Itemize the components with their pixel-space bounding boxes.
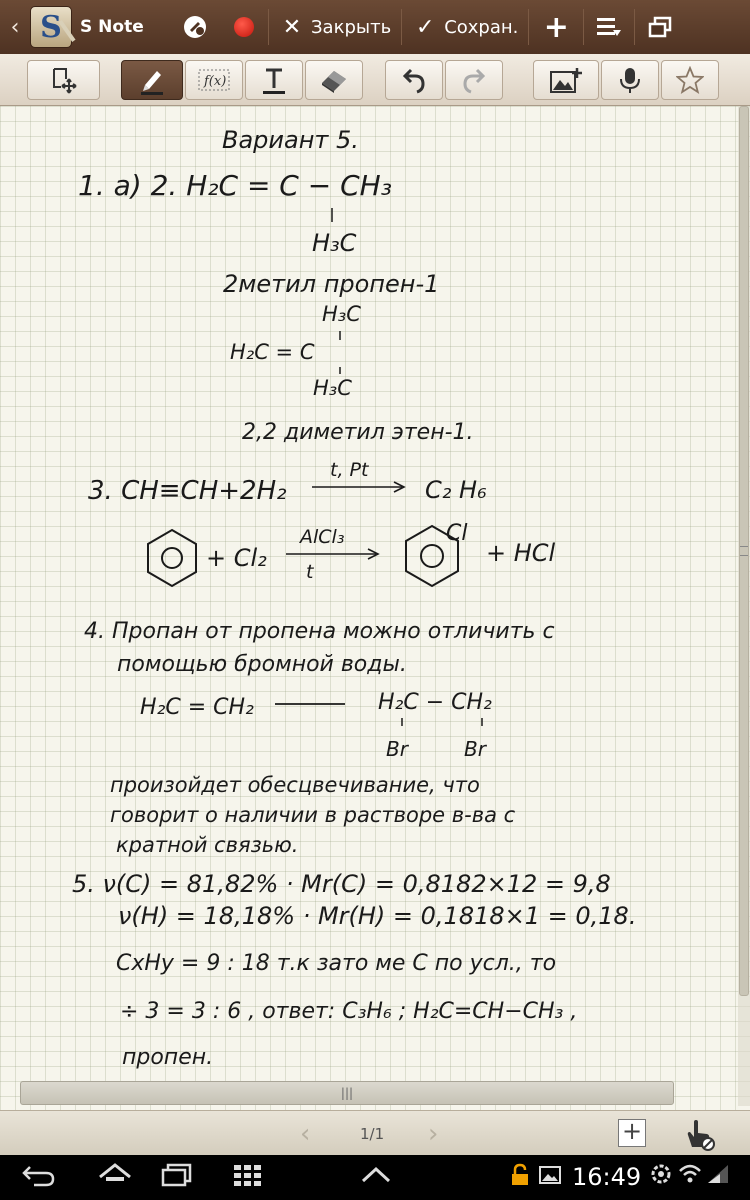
pen-settings-button[interactable]	[170, 0, 220, 54]
note-line: CxHy = 9 : 18 т.к зато ме C по усл., то	[116, 951, 557, 976]
note-line: помощью бромной воды.	[117, 652, 407, 677]
close-icon: ✕	[282, 14, 302, 40]
app-grid-button[interactable]	[232, 1163, 262, 1193]
formula-icon	[197, 67, 231, 93]
note-line: 2метил пропен-1	[223, 270, 440, 298]
save-button[interactable]	[402, 0, 528, 54]
note-line: произойдет обесцвечивание, что	[110, 773, 480, 797]
note-line: 4. Пропан от пропена можно отличить с	[84, 619, 555, 644]
note-line: 3. CH≡CH+2H₂	[88, 476, 287, 506]
app-name: S Note	[80, 17, 144, 37]
note-line: H₃C	[313, 376, 352, 400]
hand-pen-toggle[interactable]	[682, 1117, 716, 1155]
note-line: говорит о наличии в растворе в-ва с	[110, 803, 516, 827]
eraser-tool-button[interactable]	[305, 60, 363, 100]
voice-memo-button[interactable]	[601, 60, 659, 100]
record-icon	[234, 17, 254, 37]
app-logo-letter: S	[40, 9, 62, 45]
menu-button[interactable]	[584, 0, 634, 54]
back-icon[interactable]: ‹	[10, 14, 20, 40]
hand-icon	[682, 1117, 716, 1151]
note-line: t	[306, 561, 314, 583]
wifi-icon	[678, 1163, 702, 1191]
note-line: Вариант 5.	[222, 126, 359, 154]
note-line: H₂C = CH₂	[140, 695, 254, 720]
note-line: H₃C	[312, 229, 357, 257]
tool-bar	[0, 54, 750, 106]
plus-icon: +	[543, 9, 569, 45]
home-nav-button[interactable]	[98, 1163, 132, 1193]
quick-panel-button[interactable]	[360, 1163, 392, 1193]
note-line: AlCl₃	[300, 526, 345, 548]
select-move-icon	[49, 65, 79, 95]
back-nav-button[interactable]	[22, 1163, 56, 1193]
pen-tool-button[interactable]	[121, 60, 183, 100]
previous-page-button[interactable]: ‹	[300, 1119, 311, 1149]
grip-icon	[740, 546, 748, 556]
note-line: Cl	[446, 521, 468, 546]
note-line: ν(H) = 18,18% · Mr(H) = 0,1818×1 = 0,18.	[118, 902, 637, 930]
signal-icon	[706, 1163, 730, 1191]
note-line: + HCl	[486, 539, 556, 567]
text-tool-button[interactable]	[245, 60, 303, 100]
multi-window-icon	[647, 14, 673, 40]
add-page-icon-button[interactable]	[618, 1119, 646, 1147]
note-line: + Cl₂	[206, 544, 267, 572]
page-navigation	[0, 1110, 750, 1155]
system-bar	[0, 1155, 750, 1200]
microphone-icon	[619, 66, 641, 94]
note-line: t, Pt	[330, 459, 369, 481]
note-line: Br	[464, 737, 486, 761]
redo-icon	[461, 66, 487, 94]
add-page-button[interactable]	[529, 0, 583, 54]
plus-icon: +	[621, 1117, 643, 1145]
undo-icon	[401, 66, 427, 94]
text-icon	[261, 66, 287, 94]
insert-image-icon	[549, 66, 583, 94]
window-button[interactable]	[635, 0, 685, 54]
note-line: H₂C = C	[230, 340, 315, 364]
note-line: кратной связью.	[116, 833, 299, 857]
recent-apps-icon	[160, 1163, 194, 1187]
grid-icon	[232, 1163, 262, 1187]
menu-icon	[596, 14, 622, 40]
close-label: Закрыть	[311, 16, 392, 38]
vertical-scrollbar[interactable]	[738, 106, 750, 1106]
lock-icon	[510, 1163, 530, 1193]
horizontal-scrollbar[interactable]	[20, 1081, 674, 1105]
redo-button[interactable]	[445, 60, 503, 100]
eraser-icon	[318, 67, 350, 93]
note-line: H₂C − CH₂	[378, 690, 492, 715]
grip-icon: |||	[340, 1086, 354, 1100]
note-line: 1. а) 2. H₂C = C − CH₃	[78, 169, 392, 202]
image-notification-icon	[538, 1163, 562, 1193]
record-button[interactable]	[220, 0, 268, 54]
close-button[interactable]	[269, 0, 401, 54]
favorite-button[interactable]	[661, 60, 719, 100]
page-counter: 1/1	[360, 1125, 385, 1143]
handwriting-layer	[0, 106, 738, 1106]
insert-image-button[interactable]	[533, 60, 599, 100]
note-line: ÷ 3 = 3 : 6 , ответ: C₃H₆ ; H₂C=CH−CH₃ ,	[120, 999, 578, 1024]
checkmark-icon: ✓	[415, 14, 435, 40]
note-line: Br	[386, 737, 408, 761]
note-line: 2,2 диметил этен-1.	[242, 420, 474, 445]
note-line: 5. ν(C) = 81,82% · Mr(C) = 0,8182×12 = 9,8	[72, 870, 611, 898]
note-line: пропен.	[122, 1045, 214, 1070]
title-bar	[0, 0, 750, 54]
save-label: Сохран.	[444, 16, 519, 38]
recent-apps-button[interactable]	[160, 1163, 194, 1193]
next-page-button[interactable]: ›	[428, 1119, 439, 1149]
clock-time: 16:49	[572, 1163, 642, 1191]
back-arrow-icon	[22, 1163, 56, 1187]
star-icon	[676, 66, 704, 94]
note-line: C₂ H₆	[425, 476, 487, 504]
select-move-button[interactable]	[27, 60, 100, 100]
pen-icon	[137, 65, 167, 95]
chevron-up-icon	[360, 1163, 392, 1187]
formula-tool-button[interactable]	[185, 60, 243, 100]
pen-settings-icon	[182, 14, 208, 40]
note-canvas[interactable]	[0, 106, 750, 1150]
settings-icon	[650, 1163, 672, 1191]
home-icon	[98, 1163, 132, 1187]
undo-button[interactable]	[385, 60, 443, 100]
note-line: H₃C	[322, 302, 361, 326]
svg-text:f(x): f(x)	[204, 74, 227, 89]
app-logo	[30, 6, 72, 48]
